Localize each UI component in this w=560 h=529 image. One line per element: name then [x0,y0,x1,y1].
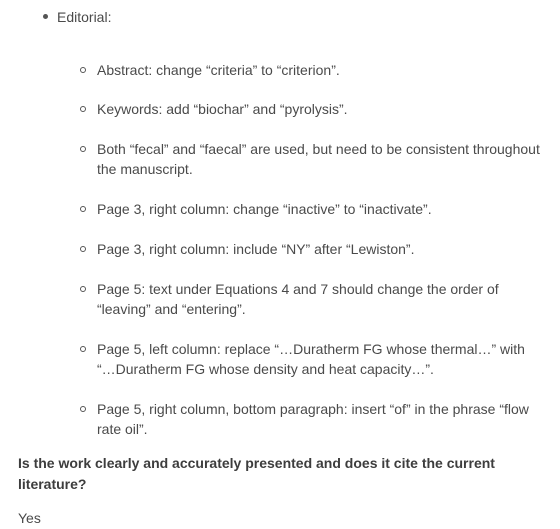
list-item-text: Keywords: add “biochar” and “pyrolysis”. [97,101,348,117]
bullet-circle-icon [80,346,86,352]
list-item-text: Page 3, right column: include “NY” after “Lewiston”. [97,241,415,257]
list-item-text: Abstract: change “criteria” to “criterion”. [97,62,340,78]
list-item-text: Page 5: text under Equations 4 and 7 should change the order of “leaving” and “entering”. [97,281,499,317]
bullet-circle-icon [80,286,86,292]
review-answer: Yes [18,510,41,526]
bullet-circle-icon [80,146,86,152]
editorial-label: Editorial: [57,9,112,25]
bullet-circle-icon [80,67,86,73]
list-item-text: Page 5, right column, bottom paragraph: insert “of” in the phrase “flow rate oil”. [97,401,529,437]
bullet-circle-icon [80,246,86,252]
list-item-text: Page 3, right column: change “inactive” to “inactivate”. [97,201,432,217]
bullet-circle-icon [80,206,86,212]
bullet-circle-icon [80,106,86,112]
list-item-text: Page 5, left column: replace “…Duratherm FG whose thermal…” with “…Duratherm FG whose density and heat capacity…”. [97,341,525,377]
review-question: Is the work clearly and accurately presented and does it cite the current literature? [18,455,495,492]
list-item-text: Both “fecal” and “faecal” are used, but need to be consistent throughout the manuscript. [97,141,540,177]
bullet-disc-icon [43,14,48,19]
bullet-circle-icon [80,406,86,412]
